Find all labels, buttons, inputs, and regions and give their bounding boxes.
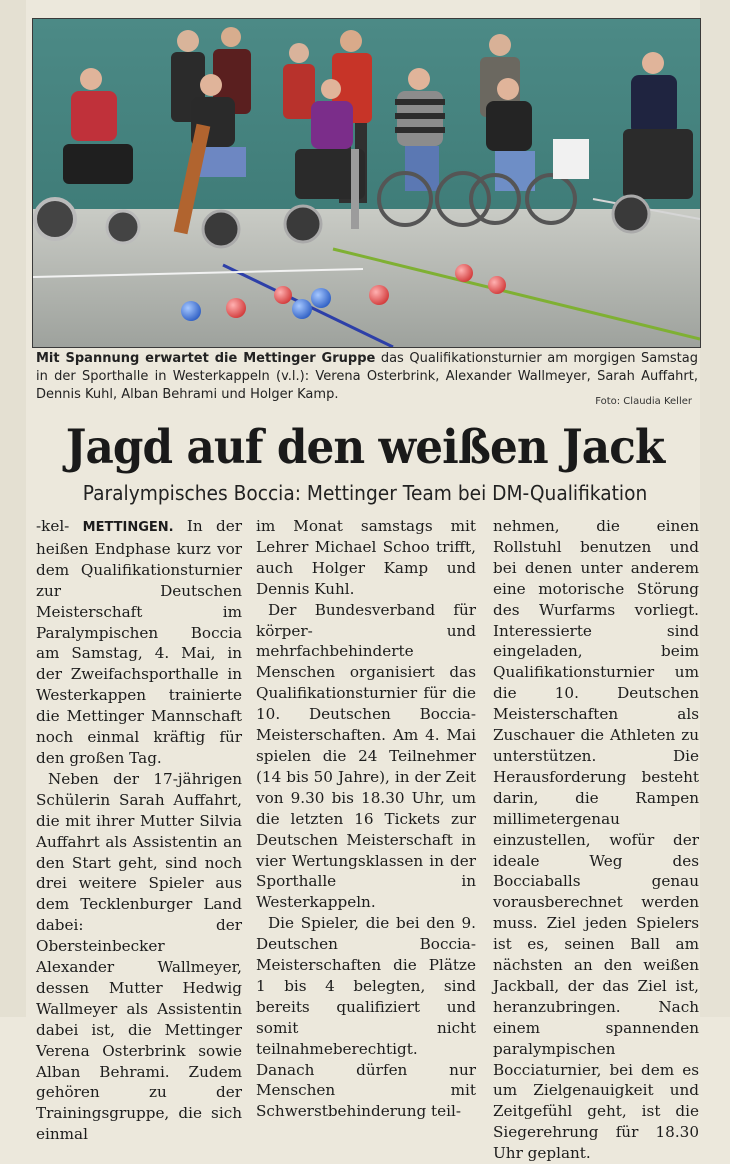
author-tag: -kel- <box>36 517 70 535</box>
article-paragraph: -kel- METTINGEN. In der heißen Endphase kurz vor dem Qualifikationsturnier zur Deutschen Meisterschaft im Paralympischen Boccia am Samstag, 4. Mai, in der Zweifachsporthalle in Westerkappen trainierte die Mettinger Mannschaft noch einmal kräftig für den großen Tag. <box>36 517 242 767</box>
red-boccia-ball <box>455 264 473 282</box>
white-screen <box>553 139 589 179</box>
adjacent-column-bleed-right <box>700 0 730 1017</box>
blue-boccia-ball <box>311 288 331 308</box>
article-column-3 <box>493 516 699 1164</box>
blue-boccia-ball <box>292 299 312 319</box>
adjacent-column-bleed-left <box>0 0 26 1017</box>
dateline: METTINGEN. <box>82 520 174 535</box>
boccia-team-photo <box>33 19 700 347</box>
article-paragraph: Die Spieler, die bei den 9. Deutschen Boccia-Meisterschaften die Plätze 1 bis 4 belegten, sind bereits qualifiziert und somit nicht teilnahmeberechtigt. Danach dürfen nur Menschen mit Schwerstbehinderung teil- <box>256 914 476 1121</box>
article-photo <box>32 18 701 348</box>
article-paragraph: Neben der 17-jährigen Schülerin Sarah Auffahrt, die mit ihrer Mutter Silvia Auffahrt als Assistentin an den Start geht, sind noch drei weitere Spieler aus dem Tecklenburger Land dabei: der Obersteinbecker Alexander Wallmeyer, dessen Mutter Hedwig Wallmeyer als Assistentin dabei ist, die Mettinger Verena Osterbrink sowie Alban Behrami. Zudem gehören zu der Trainingsgruppe, die sich einmal <box>36 769 242 1144</box>
article-column-2 <box>256 516 476 1122</box>
blue-boccia-ball <box>181 301 201 321</box>
red-boccia-ball <box>226 298 246 318</box>
caption-lead: Mit Spannung erwartet die Mettinger Gruppe <box>36 351 376 366</box>
photo-credit: Foto: Claudia Keller <box>595 396 692 407</box>
article-paragraph: nehmen, die einen Rollstuhl benutzen und bei denen unter anderem eine motorische Störung des Wurfarms vorliegt. Interessierte sind eingeladen, beim Qualifikationsturnier um die 10. Deutschen Meisterschaften als Zuschauer die Athleten zu unterstützen. Die Herausforderung besteht darin, die Rampen millimetergenau einzustellen, wofür der ideale Weg des Bocciaballs genau vorausberechnet werden muss. Ziel jeden Spielers ist es, seinen Ball am nächsten an den weißen Jackball, der das Ziel ist, heranzubringen. Nach einem spannenden paralympischen Bocciaturnier, bei dem es um Zielgenauigkeit und Zeitgefühl geht, ist die Siegerehrung für 18.30 Uhr geplant. <box>493 517 699 1163</box>
article-paragraph: im Monat samstags mit Lehrer Michael Schoo trifft, auch Holger Kamp und Dennis Kuhl. <box>256 517 476 598</box>
red-boccia-ball <box>274 286 292 304</box>
subheadline: Paralympisches Boccia: Mettinger Team bei DM-Qualifikation <box>82 481 648 505</box>
caption-text: das Qualifikationsturnier am morgigen Samstag in der Sporthalle in Westerkappeln (v.l.): Verena Osterbrink, Alexander Wallmeyer, Sarah Auffahrt, Dennis Kuhl, Alban Behrami und Holger Kamp. <box>36 351 698 402</box>
red-boccia-ball <box>369 285 389 305</box>
red-boccia-ball <box>488 276 506 294</box>
article-paragraph: Der Bundesverband für körper- und mehrfachbehinderte Menschen organisiert das Qualifikationsturnier für die 10. Deutschen Boccia-Meisterschaften. Am 4. Mai spielen die 24 Teilnehmer (14 bis 50 Jahre), in der Zeit von 9.30 bis 18.30 Uhr, um die letzten 16 Tickets zur Deutschen Meisterschaft in vier Wertungsklassen in der Sporthalle in Westerkappeln. <box>256 600 476 912</box>
article-column-1 <box>36 516 242 1145</box>
headline: Jagd auf den weißen Jack <box>65 420 665 475</box>
